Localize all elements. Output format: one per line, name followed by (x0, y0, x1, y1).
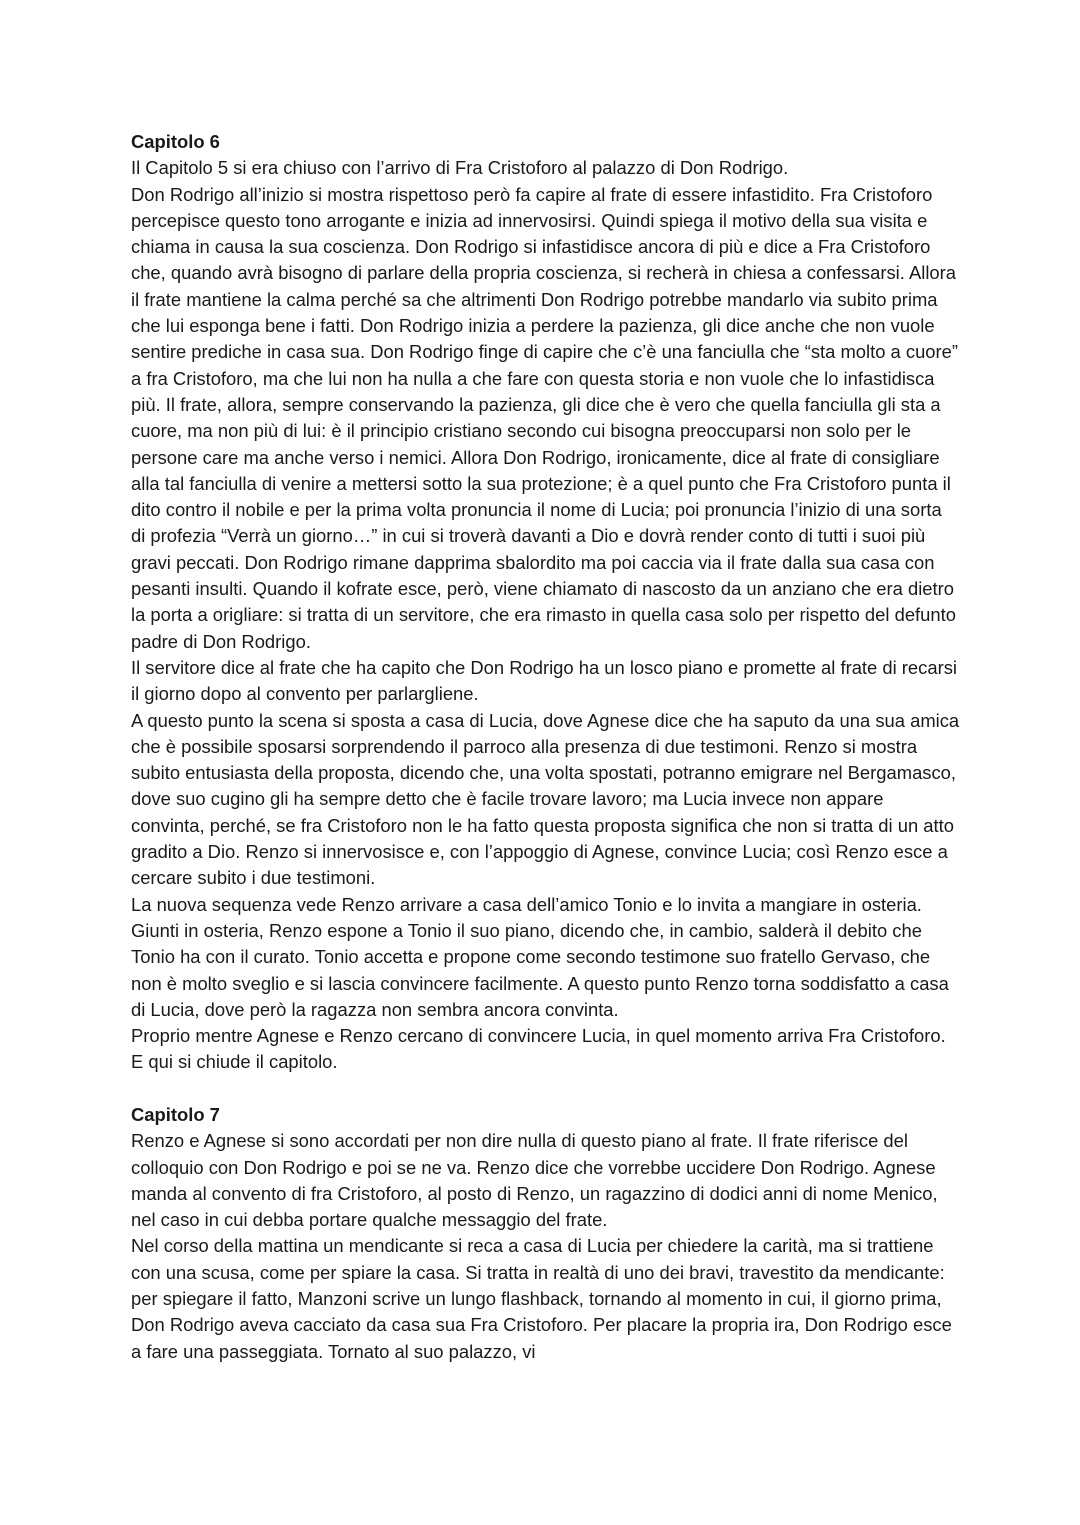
paragraph: Don Rodrigo all’inizio si mostra rispettoso però fa capire al frate di essere infastidito. Fra Cristoforo percepisce questo tono arrogante e inizia ad innervosirsi. Quindi spiega il motivo della sua visita e chiama in causa la sua coscienza. Don Rodrigo si infastidisce ancora di più e dice a Fra Cristoforo che, quando avrà bisogno di parlare della propria coscienza, si recherà in chiesa a confessarsi. Allora il frate mantiene la calma perché sa che altrimenti Don Rodrigo potrebbe mandarlo via subito prima che lui esponga bene i fatti. Don Rodrigo inizia a perdere la pazienza, gli dice anche che non vuole sentire prediche in casa sua. Don Rodrigo finge di capire che c’è una fanciulla che “sta molto a cuore” a fra Cristoforo, ma che lui non ha nulla a che fare con questa storia e non vuole che lo infastidisca più. Il frate, allora, sempre conservando la pazienza, gli dice che è vero che quella fanciulla gli sta a cuore, ma non più di lui: è il principio cristiano secondo cui bisogna preoccuparsi non solo per le persone care ma anche verso i nemici. Allora Don Rodrigo, ironicamente, dice al frate di consigliare alla tal fanciulla di venire a mettersi sotto la sua protezione; è a quel punto che Fra Cristoforo punta il dito contro il nobile e per la prima volta pronuncia il nome di Lucia; poi pronuncia l’inizio di una sorta di profezia “Verrà un giorno…” in cui si troverà davanti a Dio e dovrà render conto di tutti i suoi più gravi peccati. Don Rodrigo rimane dapprima sbalordito ma poi caccia via il frate dalla sua casa con pesanti insulti. Quando il kofrate esce, però, viene chiamato di nascosto da un anziano che era dietro la porta a origliare: si tratta di un servitore, che era rimasto in quella casa solo per rispetto del defunto padre di Don Rodrigo. (131, 183, 959, 652)
paragraph: Renzo e Agnese si sono accordati per non dire nulla di questo piano al frate. Il frate riferisce del colloquio con Don Rodrigo e poi se ne va. Renzo dice che vorrebbe uccidere Don Rodrigo. Agnese manda al convento di fra Cristoforo, al posto di Renzo, un ragazzino di dodici anni di nome Menico, nel caso in cui debba portare qualche messaggio del frate. (131, 1130, 938, 1231)
chapter-title: Capitolo 6 (131, 131, 220, 152)
paragraph: Il Capitolo 5 si era chiuso con l’arrivo di Fra Cristoforo al palazzo di Don Rodrigo. (131, 157, 789, 179)
paragraph: La nuova sequenza vede Renzo arrivare a casa dell’amico Tonio e lo invita a mangiare in osteria. Giunti in osteria, Renzo espone a Tonio il suo piano, dicendo che, in cambio, salderà il debito che Tonio ha con il curato. Tonio accetta e propone come secondo testimone suo fratello Gervaso, che non è molto sveglio e si lascia convincere facilmente. A questo punto Renzo torna soddisfatto a casa di Lucia, dove però la ragazza non sembra ancora convinta. (131, 893, 949, 1020)
paragraph: Nel corso della mattina un mendicante si reca a casa di Lucia per chiedere la carità, ma si trattiene con una scusa, come per spiare la casa. Si tratta in realtà di uno dei bravi, travestito da mendicante: per spiegare il fatto, Manzoni scrive un lungo flashback, tornando al momento in cui, il giorno prima, Don Rodrigo aveva cacciato da casa sua Fra Cristoforo. Per placare la propria ira, Don Rodrigo esce a fare una passeggiata. Tornato al suo palazzo, vi (131, 1235, 952, 1362)
chapter-7 (131, 1102, 961, 1365)
chapter-title: Capitolo 7 (131, 1103, 220, 1125)
paragraph: A questo punto la scena si sposta a casa di Lucia, dove Agnese dice che ha saputo da una sua amica che è possibile sposarsi sorprendendo il parroco alla presenza di due testimoni. Renzo si mostra subito entusiasta della proposta, dicendo che, una volta spostati, potranno emigrare nel Bergamasco, dove suo cugino gli ha sempre detto che è facile trovare lavoro; ma Lucia invece non appare convinta, perché, se fra Cristoforo non le ha fatto questa proposta significa che non si tratta di un atto gradito a Dio. Renzo si innervosisce e, con l’appoggio di Agnese, convince Lucia; così Renzo esce a cercare subito i due testimoni. (131, 709, 960, 889)
paragraph: Proprio mentre Agnese e Renzo cercano di convincere Lucia, in quel momento arriva Fra Cristoforo. E qui si chiude il capitolo. (131, 1025, 946, 1073)
chapter-6 (131, 129, 961, 1076)
document-page (131, 129, 961, 1365)
paragraph: Il servitore dice al frate che ha capito che Don Rodrigo ha un losco piano e promette al frate di recarsi il giorno dopo al convento per parlargliene. (131, 656, 957, 705)
